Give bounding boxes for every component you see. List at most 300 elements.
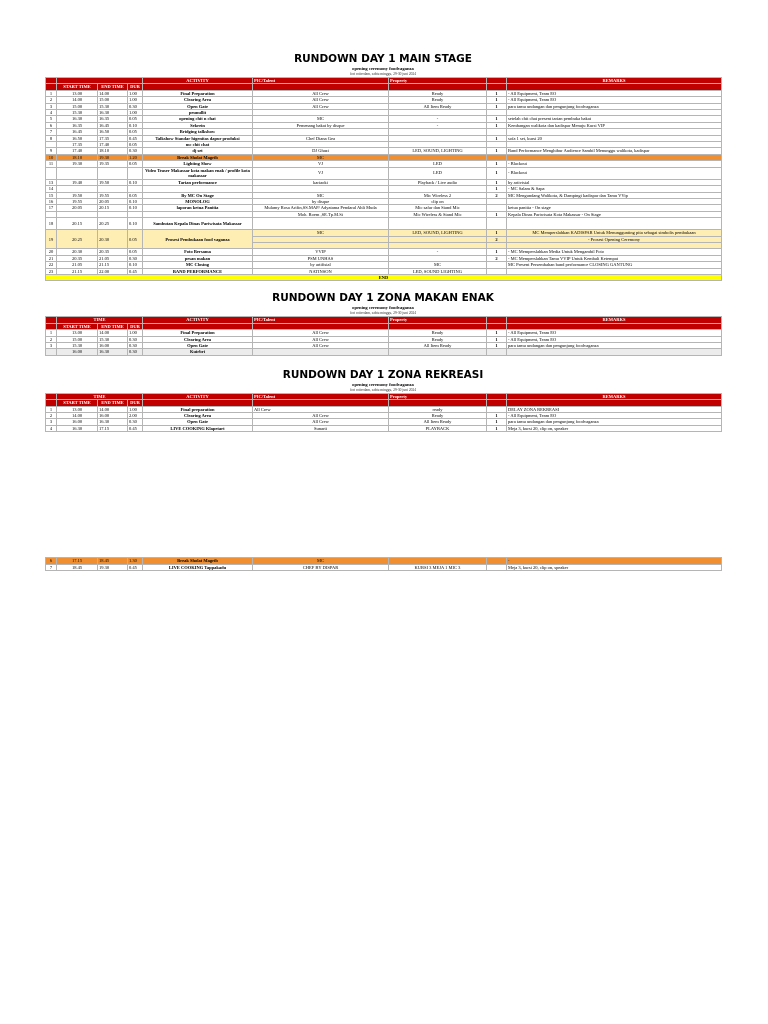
duration: 0.05 <box>128 192 143 198</box>
start-time: 17.40 <box>57 148 98 154</box>
header-pic: PIC/Talent <box>253 317 389 323</box>
start-time: 19.50 <box>57 192 98 198</box>
activity: dj set <box>143 148 253 154</box>
start-time: 20.35 <box>57 255 98 261</box>
property: Mic Wireless & Stand Mic <box>389 211 487 217</box>
remarks: - MC Memperslahkan Media Untuk Mengambil Foto <box>507 249 722 255</box>
qty: 1 <box>487 116 507 122</box>
remarks <box>507 218 722 230</box>
activity: mc chit chat <box>143 142 253 148</box>
duration: 0.10 <box>128 122 143 128</box>
duration: 0.05 <box>128 129 143 135</box>
duration: 0.05 <box>128 161 143 167</box>
zona-makan-enak-table <box>45 316 722 355</box>
main-stage-section <box>45 52 721 281</box>
end-time: 19.30 <box>98 564 128 570</box>
remarks: - Blackout <box>507 167 722 179</box>
qty: 1 <box>487 336 507 342</box>
row-number: 21 <box>46 255 57 261</box>
end-time: 16.45 <box>98 122 128 128</box>
qty: 2 <box>487 255 507 261</box>
duration: 0.30 <box>128 148 143 154</box>
duration: 1.30 <box>128 558 143 564</box>
header-duration: DUR <box>128 323 143 329</box>
header-activity: ACTIVITY <box>143 317 253 323</box>
row-number: 7 <box>46 564 57 570</box>
pic-talent: All Crew <box>253 330 389 336</box>
duration: 0.05 <box>128 142 143 148</box>
qty: 1 <box>487 211 507 217</box>
property: - <box>389 116 487 122</box>
header-pic: PIC/Talent <box>253 78 389 84</box>
property: - <box>389 122 487 128</box>
pic-talent: Sunarti <box>253 425 389 431</box>
row-number: 18 <box>46 218 57 230</box>
row-number: 2 <box>46 413 57 419</box>
header-activity: ACTIVITY <box>143 78 253 84</box>
pic-talent: Pemenang bakat by disque <box>253 122 389 128</box>
row-number: 3 <box>46 342 57 348</box>
end-time: 18.10 <box>98 148 128 154</box>
qty: 1 <box>487 148 507 154</box>
start-time: 17.35 <box>57 142 98 148</box>
duration: 0.10 <box>128 262 143 268</box>
property: Ready <box>389 413 487 419</box>
remarks: - All Equipment, Team EO <box>507 90 722 96</box>
activity: laporan ketua Panitia <box>143 205 253 211</box>
property: LED, SOUND, LIGHTING <box>389 148 487 154</box>
header-end-time: END TIME <box>98 400 128 406</box>
remarks: - Blackout <box>507 161 722 167</box>
pic-talent: All Crew <box>253 336 389 342</box>
property: KURSI 3 MEJA 1 MIC 3 <box>389 564 487 570</box>
pic-talent: NATINSON <box>253 268 389 274</box>
remarks: ketua panitia - On stage <box>507 205 722 211</box>
duration: 1.00 <box>128 97 143 103</box>
duration: 0.45 <box>128 135 143 141</box>
start-time: 15.30 <box>57 110 98 116</box>
end-time: 20.25 <box>98 218 128 230</box>
pic-talent: CHEF BY DISPAR <box>253 564 389 570</box>
start-time: 20.30 <box>57 249 98 255</box>
duration: 0.45 <box>128 564 143 570</box>
row-number: 3 <box>46 103 57 109</box>
duration: 0.30 <box>128 349 143 355</box>
remarks: para tamu undangan dan pengunjung foodvaganza <box>507 419 722 425</box>
section-title: RUNDOWN DAY 1 ZONA REKREASI <box>282 368 484 381</box>
header-start-time: START TIME <box>57 84 98 90</box>
activity: Open Gate <box>143 419 253 425</box>
row-number: 5 <box>46 116 57 122</box>
pic-talent: All Crew <box>253 342 389 348</box>
end-time: 17.15 <box>98 425 128 431</box>
start-time: 16.00 <box>57 419 98 425</box>
header-start-time: START TIME <box>57 400 98 406</box>
end-time: 14.00 <box>98 406 128 412</box>
activity: Talkshow Standar higenitas dapur produksi <box>143 135 253 141</box>
property: LED, SOUND LIGHTING <box>389 268 487 274</box>
end-time: 16.00 <box>98 342 128 348</box>
row-number: 7 <box>46 129 57 135</box>
duration: 0.45 <box>128 425 143 431</box>
activity: LIVE COOKING Tappakadu <box>143 564 253 570</box>
remarks: - Prosesi Opening Ceremony <box>507 236 722 242</box>
duration: 0.30 <box>128 255 143 261</box>
start-time: 16.35 <box>57 122 98 128</box>
activity: Kuirbri <box>143 349 253 355</box>
property: All Item Ready <box>389 419 487 425</box>
duration: 0.10 <box>128 198 143 204</box>
activity: pesan makan <box>143 255 253 261</box>
header-remarks: REMARKS <box>507 78 722 84</box>
remarks: - All Equipment, Team EO <box>507 330 722 336</box>
section-location: fort rotterdam, sabtu minggu, 29-30 juni 2024 <box>349 387 417 392</box>
row-number: 1 <box>46 90 57 96</box>
duration: 0.05 <box>128 116 143 122</box>
activity: Break Sholat Magrib <box>143 558 253 564</box>
row-number: 1 <box>46 406 57 412</box>
row-number: 4 <box>46 110 57 116</box>
start-time <box>57 167 98 179</box>
header-time: TIME <box>57 317 143 323</box>
section-subtitle: opening ceremony foodvaganza <box>352 381 414 387</box>
pic-talent: All Crew <box>253 413 389 419</box>
start-time: 13.00 <box>57 406 98 412</box>
pic-talent: Moh. Roem ,SE.Tp.M.Si <box>253 211 389 217</box>
activity: Open Gate <box>143 103 253 109</box>
pic-talent: All Crew <box>253 97 389 103</box>
activity: Prosesi Pembukaan food vaganza <box>143 230 253 249</box>
duration: 1.00 <box>128 110 143 116</box>
end-time: 16.30 <box>98 110 128 116</box>
section-subtitle: opening ceremony foodvaganza <box>352 66 414 71</box>
activity: Clearing Area <box>143 336 253 342</box>
start-time: 16.50 <box>57 135 98 141</box>
activity: Video Teaser Makassar kota makan enak / profile kota makassar <box>143 167 253 179</box>
qty: 1 <box>487 103 507 109</box>
header-end-time: END TIME <box>98 323 128 329</box>
row-number: 15 <box>46 192 57 198</box>
remarks: - MC Salam & Sapa <box>507 186 722 192</box>
start-time: 20.15 <box>57 218 98 230</box>
qty <box>487 564 507 570</box>
row-number: 6 <box>46 558 57 564</box>
start-time: 15.00 <box>57 336 98 342</box>
row-number: 20 <box>46 249 57 255</box>
qty: 1 <box>487 135 507 141</box>
duration: 0.10 <box>128 205 143 211</box>
duration: 1.20 <box>128 154 143 160</box>
remarks: MC Present Persembahan band performance CLOSING GANTUNG <box>507 262 722 268</box>
end-time: 15.00 <box>98 97 128 103</box>
qty: 1 <box>487 342 507 348</box>
remarks <box>507 349 722 355</box>
end-time: 20.15 <box>98 205 128 211</box>
remarks: Meja 3, kursi 20, clip on, speaker <box>507 564 722 570</box>
zona-rekreasi-section <box>45 368 721 571</box>
header-duration: DUR <box>128 400 143 406</box>
property: LED <box>389 167 487 179</box>
pic-talent: MC <box>253 558 389 564</box>
row-number: 16 <box>46 198 57 204</box>
zona-rekreasi-table <box>45 393 722 432</box>
qty: 1 <box>487 167 507 179</box>
start-time: 14.00 <box>57 97 98 103</box>
start-time: 15.30 <box>57 342 98 348</box>
activity: MONOLOG <box>143 198 253 204</box>
pic-talent: MC <box>253 116 389 122</box>
end-time: 17.35 <box>98 135 128 141</box>
table-row <box>46 564 722 570</box>
start-time: 17.15 <box>57 558 98 564</box>
start-time: 16.00 <box>57 349 98 355</box>
remarks: - <box>507 558 722 564</box>
header-end-time: END TIME <box>98 84 128 90</box>
header-time: TIME <box>57 393 143 399</box>
pic-talent: Mulamy Rosa Arifin,SS.MAP/ Adyatama Pendaral Ahli Muda <box>253 205 389 211</box>
pic-talent: by artifisial <box>253 262 389 268</box>
table-row <box>46 349 722 355</box>
row-number: 17 <box>46 205 57 211</box>
remarks: MC Memperslahkan KADISPAR Untuk Menunggunting pita sebagai simbolis pembukaan <box>507 230 722 236</box>
remarks: MC Mengundang Walikota, & Dampingi kadispar dan Tamu VVip <box>507 192 722 198</box>
row-number: 13 <box>46 179 57 185</box>
header-remarks: REMARKS <box>507 393 722 399</box>
start-time: 20.05 <box>57 205 98 211</box>
start-time: 16.30 <box>57 425 98 431</box>
end-time: 19.50 <box>98 179 128 185</box>
qty: 2 <box>487 236 507 242</box>
qty: 1 <box>487 97 507 103</box>
start-time: 15.00 <box>57 103 98 109</box>
pic-talent: All Crew <box>253 406 389 412</box>
section-subtitle: opening ceremony foodvaganza <box>352 305 414 311</box>
end-time: 17.40 <box>98 142 128 148</box>
row-number: 14 <box>46 186 57 192</box>
end-time: 21.15 <box>98 262 128 268</box>
activity: Tarian performance <box>143 179 253 185</box>
activity: BAND PERFORMANCE <box>143 268 253 274</box>
remarks: - All Equipment, Team EO <box>507 413 722 419</box>
row-number: 6 <box>46 122 57 128</box>
row-number <box>46 167 57 179</box>
remarks: para tamu undangan dan pengunjung foodvaganza <box>507 342 722 348</box>
activity: Sambutan Kepala Dinas Pariwisata Makassar <box>143 218 253 230</box>
row-number: 2 <box>46 97 57 103</box>
qty <box>487 218 507 230</box>
end-time: 15.30 <box>98 103 128 109</box>
property: All Item Ready <box>389 342 487 348</box>
duration: 0.45 <box>128 268 143 274</box>
property: - <box>389 249 487 255</box>
qty: 1 <box>487 419 507 425</box>
remarks: Kembangan walikota dan kadispar Menuju Kursi VIP <box>507 122 722 128</box>
property: Ready <box>389 90 487 96</box>
qty: 1 <box>487 122 507 128</box>
end-time: 16.30 <box>98 349 128 355</box>
pic-talent: by disque <box>253 198 389 204</box>
activity: Foto Bersama <box>143 249 253 255</box>
end-time: 14.00 <box>98 90 128 96</box>
end-time: 16.35 <box>98 116 128 122</box>
remarks: Meja 3, kursi 20, clip on, speaker <box>507 425 722 431</box>
start-time: 14.00 <box>57 413 98 419</box>
main-stage-table <box>45 77 722 281</box>
header-property: Property <box>389 317 487 323</box>
end-time: 19.35 <box>98 161 128 167</box>
pic-talent: MC <box>253 154 389 160</box>
start-time: 16.45 <box>57 129 98 135</box>
activity: Sekrein <box>143 122 253 128</box>
end-time: 14.00 <box>98 330 128 336</box>
start-time: 19.40 <box>57 179 98 185</box>
row-number: 8 <box>46 135 57 141</box>
property: Ready <box>389 97 487 103</box>
qty: 1 <box>487 230 507 236</box>
start-time: 19.30 <box>57 161 98 167</box>
activity: MC Closing <box>143 262 253 268</box>
row-number: 9 <box>46 148 57 154</box>
duration: 0.30 <box>128 103 143 109</box>
property: Mic safar dan Stand Mic <box>389 205 487 211</box>
pic-talent: kariaoki <box>253 179 389 185</box>
remarks: - All Equipment, Team EO <box>507 336 722 342</box>
property: MC <box>389 262 487 268</box>
header-duration: DUR <box>128 84 143 90</box>
duration: 0.30 <box>128 419 143 425</box>
header-property: Property <box>389 393 487 399</box>
property: Ready <box>389 336 487 342</box>
end-time: 20.35 <box>98 249 128 255</box>
property <box>389 218 487 230</box>
property <box>389 349 487 355</box>
property: Ready <box>389 330 487 336</box>
header-remarks: REMARKS <box>507 317 722 323</box>
duration: 2.00 <box>128 413 143 419</box>
remarks: Band Performance Menghibur Audience Sambil Menunggu walikota, kadispar <box>507 148 722 154</box>
pic-talent: All Crew <box>253 90 389 96</box>
end-time: 19.30 <box>98 154 128 160</box>
pic-talent: VVIP <box>253 249 389 255</box>
start-time: 21.05 <box>57 262 98 268</box>
end-time <box>98 167 128 179</box>
remarks: - All Equipment, Team EO <box>507 97 722 103</box>
row-number: 23 <box>46 268 57 274</box>
remarks: by artivisial <box>507 179 722 185</box>
end-time: 19.55 <box>98 192 128 198</box>
row-number <box>46 349 57 355</box>
activity: Final preparation <box>143 406 253 412</box>
row-number: 3 <box>46 419 57 425</box>
section-location: fort rotterdam, sabtu minggu, 29-30 juni 2024 <box>349 311 417 316</box>
qty: 1 <box>487 161 507 167</box>
end-time: 20.30 <box>98 230 128 249</box>
activity: By MC On Stage <box>143 192 253 198</box>
activity: Break Sholat Magrib <box>143 154 253 160</box>
qty: 1 <box>487 90 507 96</box>
end-time: 16.30 <box>98 419 128 425</box>
remarks: - MC Memperslahkan Tamu VVIP Untuk Kembali Ketempat <box>507 255 722 261</box>
remarks: setelah chit chat present tarian pembuka bakat <box>507 116 722 122</box>
property: Playback / Live audio <box>389 179 487 185</box>
row-number: 22 <box>46 262 57 268</box>
end-time: 18.45 <box>98 558 128 564</box>
start-time: 16.30 <box>57 116 98 122</box>
activity: Clearing Area <box>143 413 253 419</box>
row-number: 4 <box>46 425 57 431</box>
pic-talent: VJ <box>253 161 389 167</box>
rundown-sheet <box>45 52 721 571</box>
header-property: Property <box>389 78 487 84</box>
pic-talent: Chef Diana Gea <box>253 135 389 141</box>
start-time: 18.10 <box>57 154 98 160</box>
pic-talent: PSM UNHAS <box>253 255 389 261</box>
end-row <box>46 274 722 280</box>
activity: Lighting Show <box>143 161 253 167</box>
duration: 0.30 <box>128 336 143 342</box>
remarks: para tamu undangan dan pengunjung foodvaganza <box>507 103 722 109</box>
qty: 1 <box>487 413 507 419</box>
qty: 1 <box>487 330 507 336</box>
property: All Item Ready <box>389 103 487 109</box>
end-time: 22.00 <box>98 268 128 274</box>
activity: opening chit n chat <box>143 116 253 122</box>
end-time: 16.50 <box>98 129 128 135</box>
qty: 1 <box>487 179 507 185</box>
start-time: 18.45 <box>57 564 98 570</box>
duration: 0.05 <box>128 230 143 249</box>
duration: 1.00 <box>128 330 143 336</box>
activity: LIVE COOKING Klapetart <box>143 425 253 431</box>
end-time: 15.30 <box>98 336 128 342</box>
row-number: 1 <box>46 330 57 336</box>
pic-talent: All Crew <box>253 103 389 109</box>
property: LED, SOUND, LIGHTING <box>389 230 487 236</box>
pic-talent: MC <box>253 230 389 236</box>
qty <box>487 349 507 355</box>
blank-area <box>45 432 721 557</box>
row-number: 2 <box>46 336 57 342</box>
end-time: 20.05 <box>98 198 128 204</box>
qty: 1 <box>487 425 507 431</box>
table-row <box>46 167 722 179</box>
qty: 1 <box>487 186 507 192</box>
row-number: 11 <box>46 161 57 167</box>
remarks: Kepala Dinas Pariwisata Kota Makassar - On Stage <box>507 211 722 217</box>
pic-talent: MC <box>253 192 389 198</box>
header-pic: PIC/Talent <box>253 393 389 399</box>
zona-makan-enak-section <box>45 291 721 355</box>
duration: 0.10 <box>128 218 143 230</box>
activity: Clearing Area <box>143 97 253 103</box>
header-start-time: START TIME <box>57 323 98 329</box>
duration: 0.10 <box>128 179 143 185</box>
start-time: 20.25 <box>57 230 98 249</box>
row-number: 19 <box>46 230 57 249</box>
pic-talent: All Crew <box>253 419 389 425</box>
duration: 0.30 <box>128 342 143 348</box>
activity: Final Preparation <box>143 330 253 336</box>
duration: 1.00 <box>128 406 143 412</box>
activity: peunullit <box>143 110 253 116</box>
start-time: 13.00 <box>57 90 98 96</box>
start-time: 13.00 <box>57 330 98 336</box>
header-activity: ACTIVITY <box>143 393 253 399</box>
qty: 2 <box>487 192 507 198</box>
pic-talent: DJ Ghazi <box>253 148 389 154</box>
qty: 1 <box>487 249 507 255</box>
table-row <box>46 218 722 230</box>
